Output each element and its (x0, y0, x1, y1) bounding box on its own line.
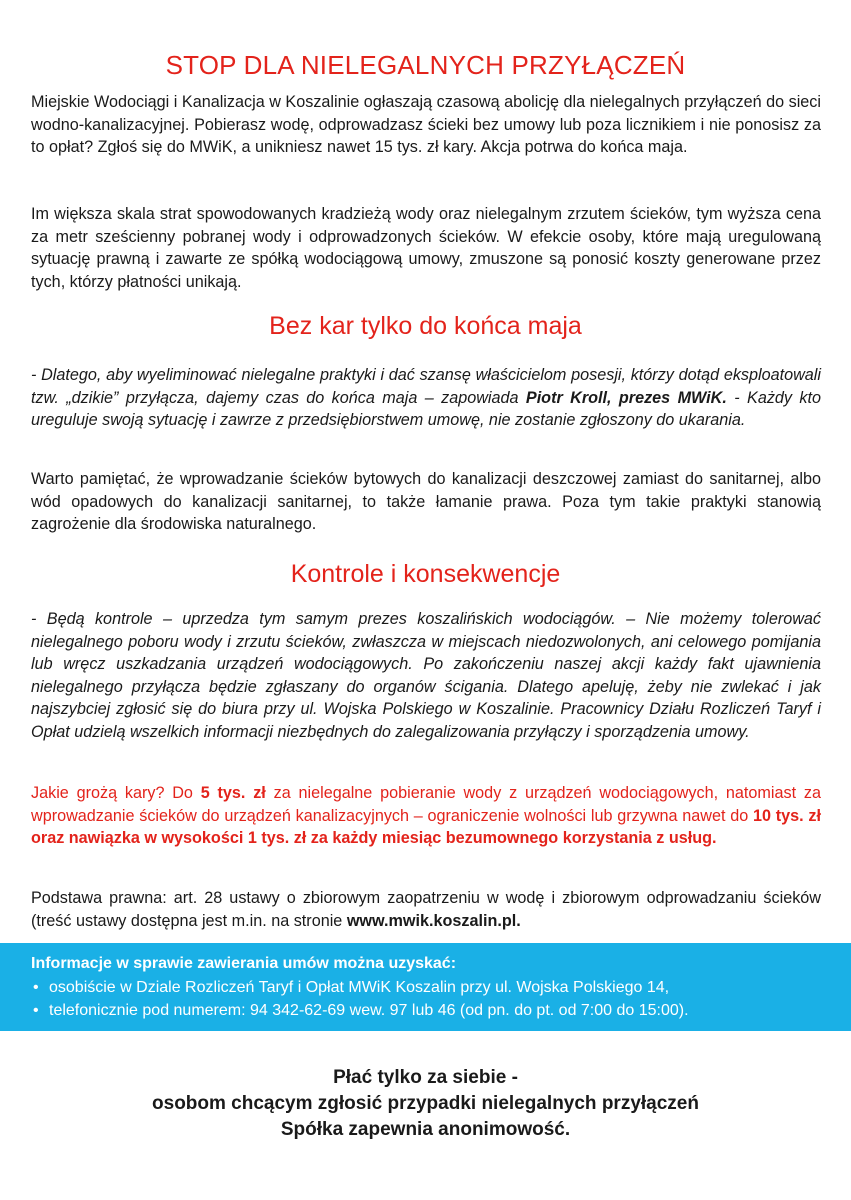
info-list (31, 976, 689, 1022)
website-link[interactable]: www.mwik.koszalin.pl. (346, 911, 521, 930)
intro-paragraph-2: Im większa skala strat spowodowanych kradzieżą wody oraz nielegalnym zrzutem ścieków, tym wyższa cena za metr sześcienny pobranej wody i odprowadzonych ścieków. W efekcie osoby, które mają uregulowaną sytuację prawną i zawarte ze spółką wodociągową umowy, zmuszone są ponosić koszty generowane przez tych, którzy płatności unikają. (31, 205, 821, 291)
page-title: STOP DLA NIELEGALNYCH PRZYŁĄCZEŃ (165, 50, 686, 80)
legal-basis-paragraph (31, 887, 821, 932)
president-quote-1 (31, 364, 821, 432)
penalty-text: za nielegalne pobieranie wody z urządzeń wodociągowych, natomiast za wprowadzanie ścieków do urządzeń kanalizacyjnych – ograniczenie wolności lub grzywna nawet do (31, 784, 821, 825)
quote-speaker: Piotr Kroll, prezes MWiK. (525, 388, 727, 407)
intro-paragraph-1: Miejskie Wodociągi i Kanalizacja w Koszalinie ogłaszają czasową abolicję dla nielegalnych przyłączeń do sieci wodno-kanalizacyjnej. Pobierasz wodę, odprowadzasz ścieki bez umowy lub poza licznikiem i nie ponosisz za to opłat? Zgłoś się do MWiK, a unikniesz nawet 15 tys. zł kary. Akcja potrwa do końca maja. (31, 93, 821, 157)
footer-line: Spółka zapewnia anonimowość. (280, 1119, 571, 1140)
footer-line: osobom chcącym zgłosić przypadki nielegalnych przyłączeń (152, 1093, 699, 1114)
info-heading: Informacje w sprawie zawierania umów można uzyskać: (31, 955, 457, 972)
footer-line: Płać tylko za siebie - (333, 1067, 518, 1088)
footer-slogan (0, 1065, 851, 1143)
section-heading-penalty-free: Bez kar tylko do końca maja (269, 312, 582, 340)
penalty-amount: 10 tys. zł oraz nawiązka w wysokości 1 tys. zł za każdy miesiąc bezumownego korzystania z usług. (31, 806, 821, 848)
info-box (0, 943, 851, 1031)
sewage-paragraph: Warto pamiętać, że wprowadzanie ścieków bytowych do kanalizacji deszczowej zamiast do sanitarnej, albo wód opadowych do kanalizacji sanitarnej, to także łamanie prawa. Poza tym takie praktyki stanowią zagrożenie dla środowiska naturalnego. (31, 470, 821, 534)
penalty-text: Jakie grożą kary? Do (31, 784, 201, 802)
penalties-paragraph (31, 782, 821, 850)
quote-text: - Każdy kto ureguluje swoją sytuację i zawrze z przedsiębiorstwem umowę, nie zostanie zgłoszony do ukarania. (31, 388, 821, 430)
section-heading-controls: Kontrole i konsekwencje (290, 560, 561, 588)
list-item: • telefonicznie pod numerem: 94 342-62-69 wew. 97 lub 46 (od pn. do pt. od 7:00 do 15:00). (31, 999, 689, 1022)
list-item: • osobiście w Dziale Rozliczeń Taryf i Opłat MWiK Koszalin przy ul. Wojska Polskiego 14, (31, 976, 689, 999)
president-quote-2: - Będą kontrole – uprzedza tym samym prezes koszalińskich wodociągów. – Nie możemy tolerować nielegalnego poboru wody i zrzutu ścieków, zwłaszcza w miejscach niedozwolonych, ani celowego pomijania lub wręcz uszkadzania urządzeń wodociągowych. Po zakończeniu naszej akcji każdy fakt ujawnienia nielegalnego przyłącza będzie zgłaszany do organów ścigania. Dlatego apeluję, żeby nie zwlekać i jak najszybciej zgłosić się do biura przy ul. Wojska Polskiego w Koszalinie. Pracownicy Działu Rozliczeń Taryf i Opłat udzielą wszelkich informacji niezbędnych do zalegalizowania przyłączy i sporządzenia umowy. (31, 610, 821, 741)
penalty-amount: 5 tys. zł (200, 784, 266, 802)
quote-text: - Dlatego, aby wyeliminować nielegalne praktyki i dać szansę właścicielom posesji, którzy dotąd eksploatowali tzw. „dzikie” przyłącza, dajemy czas do końca maja – zapowiada (31, 366, 821, 407)
legal-text: Podstawa prawna: art. 28 ustawy o zbiorowym zaopatrzeniu w wodę i zbiorowym odprowadzaniu ścieków (treść ustawy dostępna jest m.in. na stronie (31, 889, 821, 930)
